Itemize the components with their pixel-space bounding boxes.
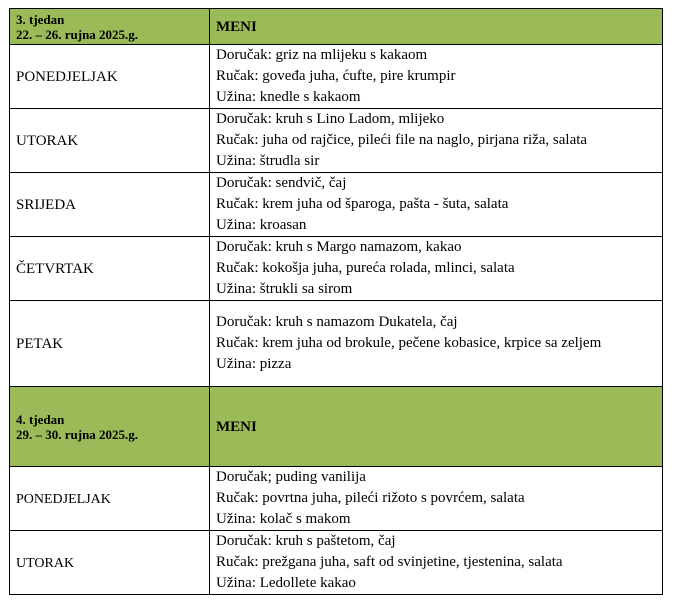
snack: Užina: Ledollete kakao xyxy=(216,575,356,591)
snack: Užina: knedle s kakaom xyxy=(216,89,361,105)
menu-table xyxy=(9,8,663,595)
breakfast: Doručak: kruh s Margo namazom, kakao xyxy=(216,239,462,255)
breakfast: Doručak: kruh s namazom Dukatela, čaj xyxy=(216,314,458,330)
week-header-row xyxy=(10,9,663,45)
breakfast: Doručak: griz na mlijeku s kakaom xyxy=(216,47,428,63)
day-row xyxy=(10,237,663,301)
snack: Užina: štrukli sa sirom xyxy=(216,281,353,297)
day-row xyxy=(10,45,663,109)
day-name: PONEDJELJAK xyxy=(16,68,118,85)
breakfast: Doručak: sendvič, čaj xyxy=(216,175,347,191)
menu-header: MENI xyxy=(216,18,257,35)
lunch: Ručak: prežgana juha, saft od svinjetine, tjestenina, salata xyxy=(216,554,563,570)
menu-header: MENI xyxy=(216,418,257,435)
day-row xyxy=(10,531,663,595)
lunch: Ručak: kokošja juha, pureća rolada, mlinci, salata xyxy=(216,260,515,276)
week-number: 3. tjedan xyxy=(16,11,65,27)
snack: Užina: štrudla sir xyxy=(216,153,320,169)
day-name: PETAK xyxy=(16,335,64,352)
menu-header-cell xyxy=(210,387,663,467)
snack: Užina: kroasan xyxy=(216,217,307,233)
week-date-range: 22. – 26. rujna 2025.g. xyxy=(16,26,139,42)
day-name: ČETVRTAK xyxy=(16,260,94,277)
breakfast: Doručak: kruh s paštetom, čaj xyxy=(216,533,396,549)
menu-header-cell xyxy=(210,9,663,45)
snack: Užina: kolač s makom xyxy=(216,511,351,527)
week-number: 4. tjedan xyxy=(16,411,65,427)
day-row xyxy=(10,467,663,531)
lunch: Ručak: krem juha od brokule, pečene kobasice, krpice sa zeljem xyxy=(216,335,602,351)
lunch: Ručak: juha od rajčice, pileći file na naglo, pirjana riža, salata xyxy=(216,132,588,148)
day-row xyxy=(10,109,663,173)
day-row xyxy=(10,173,663,237)
breakfast: Doručak: kruh s Lino Ladom, mlijeko xyxy=(216,111,445,127)
day-name: UTORAK xyxy=(16,132,79,149)
lunch: Ručak: goveđa juha, ćufte, pire krumpir xyxy=(216,68,456,84)
lunch: Ručak: krem juha od šparoga, pašta - šuta, salata xyxy=(216,196,509,212)
day-name: UTORAK xyxy=(16,555,75,571)
week-date-range: 29. – 30. rujna 2025.g. xyxy=(16,426,139,442)
snack: Užina: pizza xyxy=(216,356,292,372)
lunch: Ručak: povrtna juha, pileći rižoto s povrćem, salata xyxy=(216,490,525,506)
week-label-cell xyxy=(10,387,210,467)
day-name: PONEDJELJAK xyxy=(16,491,111,507)
day-row xyxy=(10,301,663,387)
day-name: SRIJEDA xyxy=(16,196,77,213)
breakfast: Doručak; puding vanilija xyxy=(216,469,366,485)
week-label-cell xyxy=(10,9,210,45)
week-header-row xyxy=(10,387,663,467)
